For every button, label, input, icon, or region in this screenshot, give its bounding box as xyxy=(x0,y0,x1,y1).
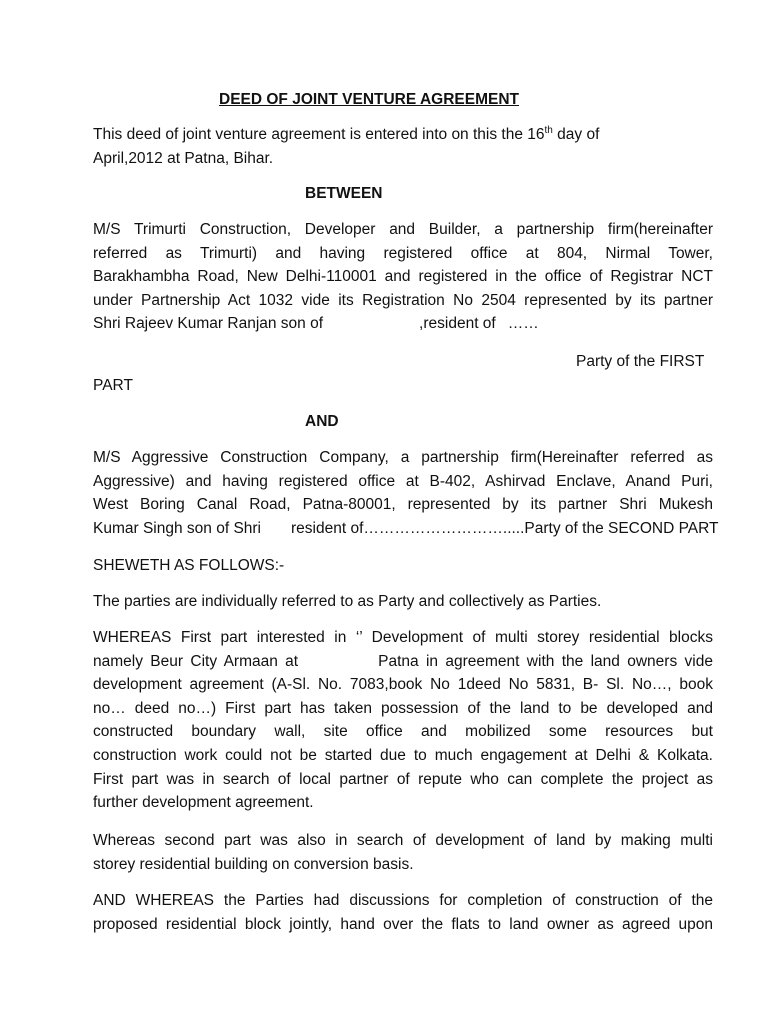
intro-text: This deed of joint venture agreement is entered into on this the 16 xyxy=(93,126,545,143)
document-title: DEED OF JOINT VENTURE AGREEMENT xyxy=(219,91,519,108)
party-one-line: Barakhambha Road, New Delhi-110001 and registered in the office of Registrar NCT xyxy=(93,268,713,286)
whereas-two-paragraph xyxy=(93,829,713,876)
project-name: namely Beur City Armaan at xyxy=(93,652,299,670)
whereas-one-line: no… deed no…) First part has taken possession of the land to be developed and xyxy=(93,699,713,717)
whereas-one-line: WHEREAS First part interested in ‘’ Development of multi storey residential blocks xyxy=(93,629,713,646)
party-first-label: Party of the FIRST xyxy=(576,353,705,370)
party-two-line: Aggressive) and having registered office at B-402, Ashirvad Enclave, Anand Puri, xyxy=(93,472,713,490)
party-two-line: West Boring Canal Road, Patna-80001, represented by its partner Shri Mukesh xyxy=(93,496,713,514)
whereas-one-line: First part was in search of local partner of repute who can complete the project as xyxy=(93,770,713,788)
intro-line-1 xyxy=(93,123,713,147)
whereas-three-line: proposed residential block jointly, hand over the flats to land owner as agreed upon xyxy=(93,915,713,933)
whereas-one-line: development agreement (A-Sl. No. 7083,book No 1deed No 5831, B- Sl. No…, book xyxy=(93,676,713,694)
party-two-last-line xyxy=(93,517,719,541)
whereas-one-paragraph xyxy=(93,626,713,815)
party-one-last-line xyxy=(93,312,713,336)
party-second-label: resident of……………………….....Party of the SECOND PART xyxy=(291,519,719,537)
resident-of-label: ,resident of xyxy=(419,315,496,333)
parties-note: The parties are individually referred to as Party and collectively as Parties. xyxy=(93,593,602,610)
blank-ellipsis: …… xyxy=(507,315,539,333)
party-first-label-cont: PART xyxy=(93,376,133,394)
party-one-line: M/S Trimurti Construction, Developer and Builder, a partnership firm(hereinafter xyxy=(93,221,713,238)
party-one-line: referred as Trimurti) and having registered office at 804, Nirmal Tower, xyxy=(93,244,713,262)
party-two-paragraph xyxy=(93,446,719,540)
whereas-two-last-line: storey residential building on conversion basis. xyxy=(93,855,414,873)
whereas-two-line: Whereas second part was also in search of development of land by making multi xyxy=(93,832,713,849)
party-two-line: M/S Aggressive Construction Company, a partnership firm(Hereinafter referred as xyxy=(93,449,713,466)
whereas-one-line-2 xyxy=(93,650,713,674)
party-one-line: under Partnership Act 1032 vide its Registration No 2504 represented by its partner xyxy=(93,291,713,309)
party-one-label xyxy=(93,350,713,397)
intro-text-end: day of xyxy=(552,126,600,143)
and-heading: AND xyxy=(305,413,339,430)
whereas-one-last-line: further development agreement. xyxy=(93,794,314,812)
intro-paragraph xyxy=(93,123,713,170)
project-location: Patna in agreement with the land owners vide xyxy=(378,652,713,670)
intro-line-2: April,2012 at Patna, Bihar. xyxy=(93,149,274,167)
between-heading: BETWEEN xyxy=(305,185,383,202)
partner-name: Kumar Singh son of Shri xyxy=(93,519,262,537)
sheweth-line: SHEWETH AS FOLLOWS:- xyxy=(93,557,285,574)
ordinal-suffix: th xyxy=(544,124,553,136)
whereas-one-line: constructed boundary wall, site office and mobilized some resources but xyxy=(93,723,713,741)
party-one-paragraph xyxy=(93,218,713,336)
whereas-three-paragraph xyxy=(93,889,713,936)
whereas-three-line: AND WHEREAS the Parties had discussions for completion of construction of the xyxy=(93,892,713,909)
partner-name: Shri Rajeev Kumar Ranjan son of xyxy=(93,315,324,333)
whereas-one-line: construction work could not be started due to much engagement at Delhi & Kolkata. xyxy=(93,746,713,764)
